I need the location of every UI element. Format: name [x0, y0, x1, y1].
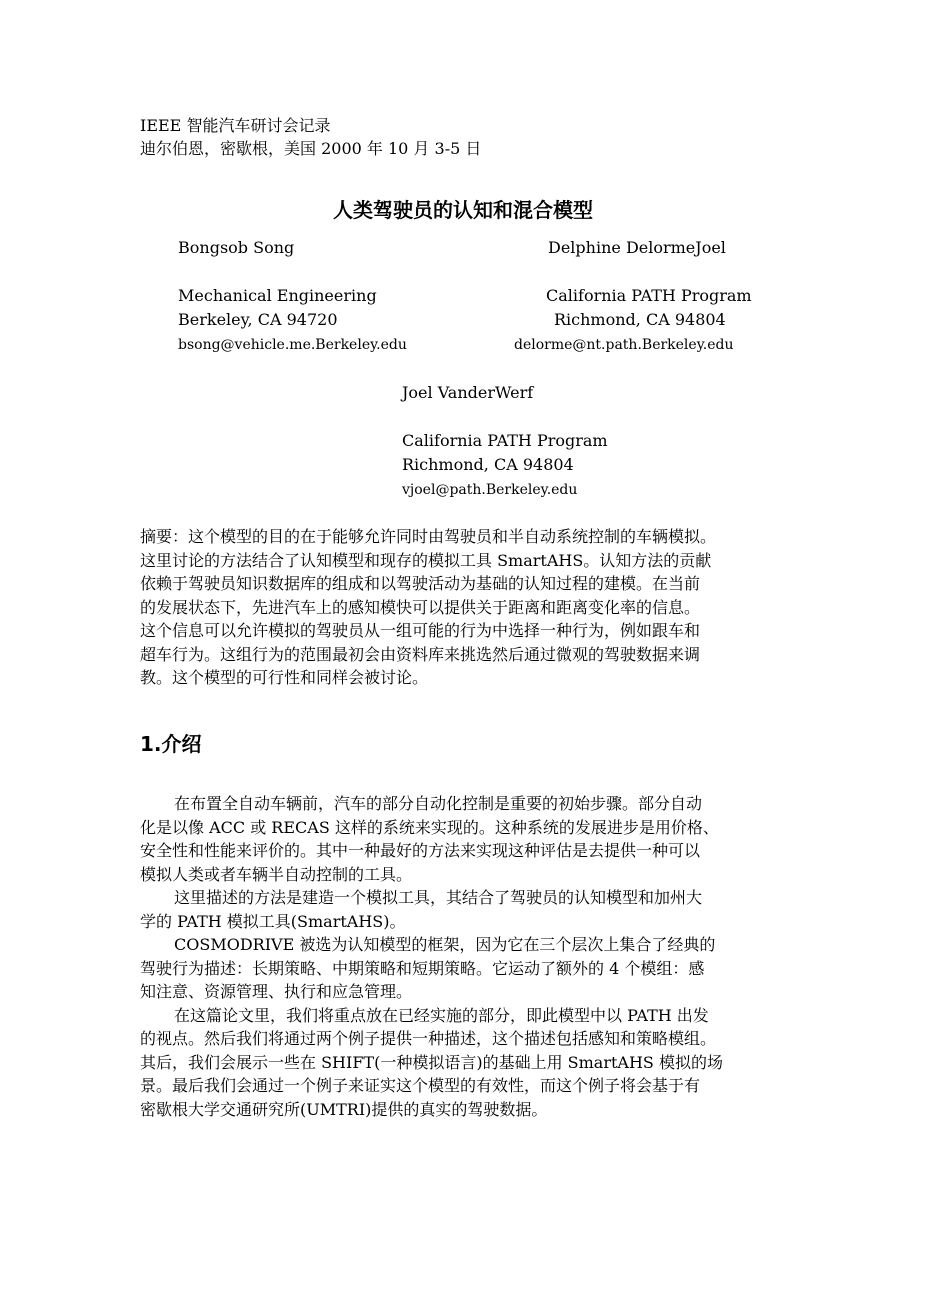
- abstract: [140, 525, 790, 690]
- author-3-dept: California PATH Program: [402, 431, 608, 450]
- paper-title: 人类驾驶员的认知和混合模型: [333, 198, 593, 222]
- section-body: [140, 792, 790, 1121]
- paragraph-line: 安全性和性能来评价的。其中一种最好的方法来实现这种评估是去提供一种可以: [140, 841, 701, 860]
- abstract-line: 这个信息可以允许模拟的驾驶员从一组可能的行为中选择一种行为，例如跟车和: [140, 621, 701, 640]
- abstract-line: 超车行为。这组行为的范围最初会由资料库来挑选然后通过微观的驾驶数据来调: [140, 644, 701, 664]
- header-line-1: IEEE 智能汽车研讨会记录: [140, 116, 331, 135]
- paragraph-line: 学的 PATH 模拟工具(SmartAHS)。: [140, 911, 406, 931]
- author-2-dept: California PATH Program: [546, 286, 752, 305]
- abstract-line: 摘要：这个模型的目的在于能够允许同时由驾驶员和半自动系统控制的车辆模拟。: [140, 527, 717, 546]
- paragraph-line: 在布置全自动车辆前，汽车的部分自动化控制是重要的初始步骤。部分自动: [174, 794, 703, 813]
- author-1-city: Berkeley, CA 94720: [178, 310, 338, 329]
- paragraph-line: COSMODRIVE 被选为认知模型的框架，因为它在三个层次上集合了经典的: [174, 935, 716, 954]
- header-line-2: 迪尔伯恩，密歇根，美国 2000 年 10 月 3-5 日: [140, 139, 482, 158]
- paragraph-line: 其后，我们会展示一些在 SHIFT(一种模拟语言)的基础上用 SmartAHS 模拟的场: [140, 1052, 723, 1072]
- author-3-email: vjoel@path.Berkeley.edu: [402, 482, 578, 498]
- paragraph-line: 的视点。然后我们将通过两个例子提供一种描述，这个描述包括感知和策略模组。: [140, 1029, 717, 1048]
- author-3-city: Richmond, CA 94804: [402, 455, 574, 474]
- paragraph-line: 密歇根大学交通研究所(UMTRI)提供的真实的驾驶数据。: [140, 1099, 548, 1119]
- paragraph-line: 化是以像 ACC 或 RECAS 这样的系统来实现的。这种系统的发展进步是用价格、: [140, 817, 719, 837]
- abstract-line: 教。这个模型的可行性和同样会被讨论。: [140, 668, 429, 687]
- author-1-dept: Mechanical Engineering: [178, 286, 377, 305]
- paragraph-line: 这里描述的方法是建造一个模拟工具，其结合了驾驶员的认知模型和加州大: [174, 888, 703, 907]
- paragraph-line: 知注意、资源管理、执行和应急管理。: [140, 982, 413, 1001]
- paragraph-line: 模拟人类或者车辆半自动控制的工具。: [140, 864, 413, 884]
- abstract-line: 的发展状态下，先进汽车上的感知模快可以提供关于距离和距离变化率的信息。: [140, 597, 701, 617]
- paragraph-line: 景。最后我们会通过一个例子来证实这个模型的有效性，而这个例子将会基于有: [140, 1076, 701, 1095]
- author-2-name: Delphine DelormeJoel: [548, 238, 726, 257]
- abstract-line: 这里讨论的方法结合了认知模型和现存的模拟工具 SmartAHS。认知方法的贡献: [140, 550, 712, 570]
- author-1-name: Bongsob Song: [178, 238, 295, 257]
- section-heading-introduction: 1.介绍: [140, 732, 202, 756]
- author-2-email: delorme@nt.path.Berkeley.edu: [514, 337, 734, 353]
- author-3-name: Joel VanderWerf: [402, 383, 534, 402]
- paragraph-line: 驾驶行为描述：长期策略、中期策略和短期策略。它运动了额外的 4 个模组：感: [140, 958, 705, 978]
- abstract-line: 依赖于驾驶员知识数据库的组成和以驾驶活动为基础的认知过程的建模。在当前: [140, 574, 701, 593]
- author-1-email: bsong@vehicle.me.Berkeley.edu: [178, 337, 407, 353]
- paragraph-line: 在这篇论文里，我们将重点放在已经实施的部分，即此模型中以 PATH 出发: [174, 1005, 709, 1025]
- author-2-city: Richmond, CA 94804: [554, 310, 726, 329]
